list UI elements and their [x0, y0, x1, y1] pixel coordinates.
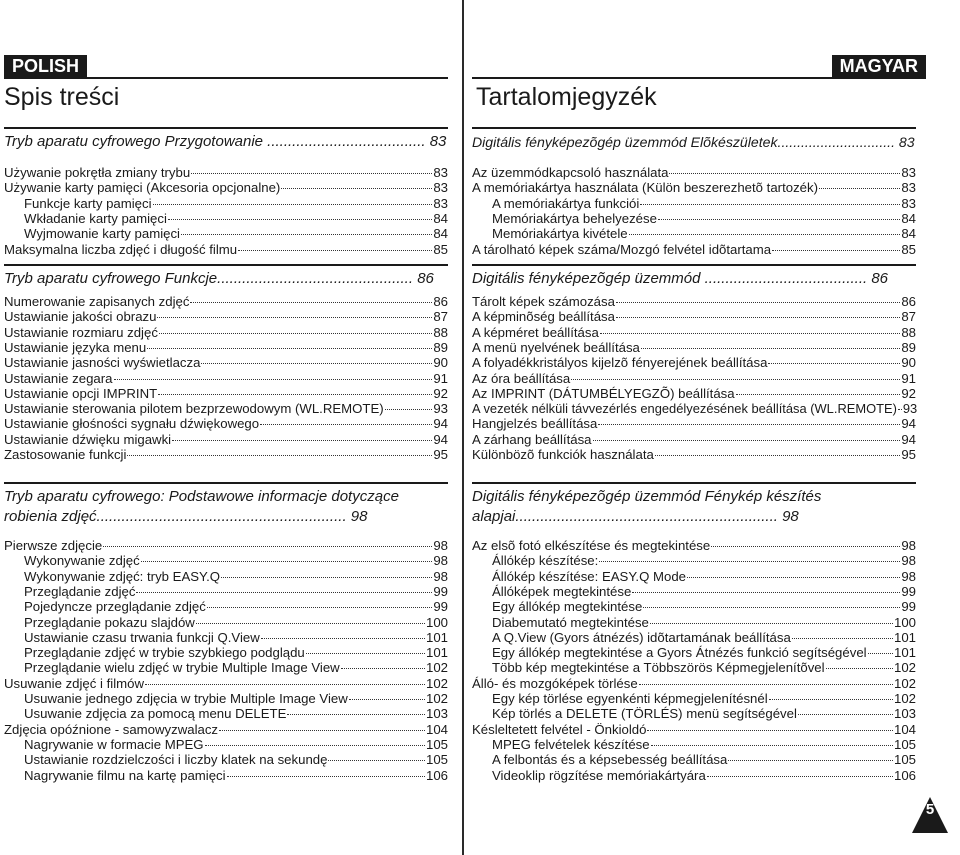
dot-leader — [153, 204, 433, 205]
dot-leader — [632, 592, 900, 593]
dot-leader — [655, 455, 901, 456]
toc-entry-page: 103 — [893, 706, 916, 722]
dot-leader — [707, 776, 893, 777]
dot-leader — [219, 730, 425, 731]
toc-entry-page: 105 — [893, 736, 916, 752]
toc-entry-text: Ustawianie sterowania pilotem bezprzewodowym (WL.REMOTE) — [4, 401, 384, 417]
toc-entry-page: 102 — [425, 675, 448, 691]
toc-entry-page: 91 — [433, 370, 448, 386]
dot-leader — [593, 440, 901, 441]
toc-entry-text: Numerowanie zapisanych zdjęć — [4, 294, 190, 309]
toc-entry[interactable] — [4, 706, 448, 722]
toc-entry[interactable] — [472, 226, 916, 242]
toc-entry[interactable] — [472, 569, 916, 585]
toc-entry-page: 99 — [901, 583, 916, 599]
dot-leader — [306, 653, 425, 654]
toc-entry-text: Funkcje karty pamięci — [24, 195, 152, 211]
toc-entry-page: 103 — [425, 706, 448, 722]
toc-entry-page: 94 — [433, 416, 448, 432]
dot-leader — [207, 607, 433, 608]
toc-entry[interactable] — [472, 676, 916, 692]
toc-entry[interactable] — [4, 630, 448, 646]
toc-entry[interactable] — [4, 645, 448, 661]
dot-leader — [629, 234, 901, 235]
toc-entry-text: A felbontás és a képsebesség beállítása — [492, 752, 728, 768]
toc-entry[interactable] — [4, 691, 448, 707]
toc-entry-page: 99 — [433, 583, 448, 599]
dot-leader — [768, 363, 900, 364]
toc-entry-page: 89 — [433, 339, 448, 355]
toc-entry[interactable] — [472, 401, 916, 417]
toc-entry[interactable] — [472, 691, 916, 707]
toc-entry-text: MPEG felvételek készítése — [492, 736, 650, 752]
toc-entry-page: 83 — [433, 195, 448, 211]
toc-entry-page: 93 — [902, 401, 918, 417]
toc-entry-text: Wkładanie karty pamięci — [24, 210, 167, 226]
toc-entry-text: Zastosowanie funkcji — [4, 447, 127, 462]
dot-leader — [127, 455, 432, 456]
language-badge-polish: POLISH — [4, 55, 87, 77]
toc-entry-page: 98 — [433, 553, 448, 569]
toc-entry[interactable] — [4, 211, 448, 227]
dot-leader — [145, 684, 425, 685]
toc-entry[interactable] — [472, 340, 916, 356]
dot-leader — [287, 714, 425, 715]
toc-entry-page: 106 — [893, 767, 916, 783]
toc-entry-text: Przeglądanie wielu zdjęć w trybie Multiple Image View — [24, 660, 340, 676]
toc-entry-text: Nagrywanie filmu na kartę pamięci — [24, 767, 226, 783]
dot-leader — [640, 204, 900, 205]
toc-entry-page: 102 — [425, 691, 448, 706]
page-number-badge — [910, 795, 950, 835]
toc-entry-page: 98 — [901, 553, 916, 569]
toc-entry-text: Pierwsze zdjęcie — [4, 538, 103, 553]
toc-entry[interactable] — [4, 371, 448, 387]
toc-entry-page: 84 — [433, 210, 448, 226]
column-divider — [462, 0, 464, 855]
toc-entry-page: 99 — [433, 599, 448, 615]
toc-entry-text: A memóriakártya funkciói — [492, 195, 640, 211]
toc-entry-page: 101 — [893, 645, 916, 661]
toc-entry[interactable] — [472, 211, 916, 227]
toc-entry-text: A menü nyelvének beállítása — [472, 339, 640, 355]
toc-entry-page: 83 — [901, 180, 916, 196]
header-rule-left — [4, 77, 448, 79]
dot-leader — [158, 394, 432, 395]
toc-entry[interactable] — [4, 196, 448, 212]
dot-leader — [736, 394, 901, 395]
toc-entry-text: Ustawianie zegara — [4, 370, 113, 386]
toc-entry-text: Az elsõ fotó elkészítése és megtekintése — [472, 538, 711, 553]
toc-entry-text: Ustawianie rozmiaru zdjęć — [4, 324, 158, 340]
toc-entry[interactable] — [4, 294, 448, 310]
toc-entry[interactable] — [4, 615, 448, 631]
toc-entry[interactable] — [4, 416, 448, 432]
toc-entry-text: Zdjęcia opóźnione - samowyzwalacz — [4, 721, 219, 737]
toc-entry-page: 83 — [433, 165, 448, 180]
toc-entry-text: Ustawianie jasności wyświetlacza — [4, 355, 201, 371]
toc-entry-page: 89 — [901, 339, 916, 355]
dot-leader — [341, 668, 425, 669]
toc-entry-text: Ustawianie jakości obrazu — [4, 309, 157, 325]
page-number: 5 — [925, 801, 935, 818]
toc-entry-text: Különbözõ funkciók használata — [472, 447, 654, 462]
dot-leader — [103, 546, 432, 547]
section-heading — [4, 482, 448, 527]
toc-entry-text: Ustawianie dźwięku migawki — [4, 431, 172, 447]
toc-entry-text: A memóriakártya használata (Külön beszerezhetõ tartozék) — [472, 180, 818, 196]
toc-entry-page: 104 — [893, 721, 916, 737]
toc-entry[interactable] — [4, 553, 448, 569]
toc-entry-text: A képméret beállítása — [472, 324, 599, 340]
dot-leader — [898, 409, 902, 410]
toc-entry[interactable] — [4, 309, 448, 325]
toc-entry-page: 86 — [433, 294, 448, 309]
dot-leader — [651, 745, 893, 746]
toc-entry-page: 84 — [433, 226, 448, 242]
toc-entry-text: Egy állókép megtekintése — [492, 599, 643, 615]
toc-entry[interactable] — [4, 676, 448, 692]
toc-entry-text: Nagrywanie w formacie MPEG — [24, 736, 204, 752]
section-title: Digitális fényképezõgép üzemmód Fénykép készítés alapjai............................................................... 98 — [472, 488, 822, 525]
dot-leader — [190, 302, 432, 303]
toc-entry-page: 102 — [893, 675, 916, 691]
dot-leader — [658, 219, 900, 220]
dot-leader — [826, 668, 893, 669]
dot-leader — [616, 317, 900, 318]
toc-entry-text: Memóriakártya kivétele — [492, 226, 628, 242]
toc-entry[interactable] — [4, 226, 448, 242]
toc-entry[interactable] — [472, 752, 916, 768]
toc-entry[interactable] — [472, 165, 916, 181]
page-title-polish: Spis treści — [4, 83, 120, 111]
dot-leader — [643, 607, 900, 608]
toc-entry-page: 92 — [433, 385, 448, 401]
toc-entry[interactable] — [472, 660, 916, 676]
toc-entry[interactable] — [4, 752, 448, 768]
toc-entry-text: Wyjmowanie karty pamięci — [24, 226, 180, 242]
toc-entry[interactable] — [4, 180, 448, 196]
toc-entry-text: A vezeték nélküli távvezérlés engedélyezésének beállítása (WL.REMOTE) — [472, 401, 897, 417]
toc-entry[interactable] — [472, 722, 916, 738]
toc-entry-text: Késleltetett felvétel - Önkioldó — [472, 721, 647, 737]
section-title: Digitális fényképezõgép üzemmód ....................................... 86 — [472, 270, 889, 287]
toc-entry[interactable] — [4, 599, 448, 615]
toc-entry-text: Memóriakártya behelyezése — [492, 210, 657, 226]
toc-entry-page: 87 — [901, 309, 916, 325]
section-heading — [472, 127, 916, 152]
section-heading — [472, 264, 916, 289]
dot-leader — [201, 363, 432, 364]
toc-entry-text: Ustawianie głośności sygnału dźwiękowego — [4, 416, 260, 432]
toc-entry-text: Ustawianie czasu trwania funkcji Q.View — [24, 629, 260, 645]
header-rule-right — [472, 77, 926, 79]
dot-leader — [349, 699, 425, 700]
toc-entry[interactable] — [4, 355, 448, 371]
toc-entry[interactable] — [472, 706, 916, 722]
dot-leader — [227, 776, 425, 777]
toc-entry-page: 84 — [901, 226, 916, 242]
dot-leader — [328, 760, 425, 761]
toc-entry-text: Przeglądanie zdjęć w trybie szybkiego podglądu — [24, 645, 305, 661]
toc-entry-page: 98 — [433, 568, 448, 584]
toc-entry-page: 105 — [425, 752, 448, 768]
toc-entry[interactable] — [4, 447, 448, 463]
dot-leader — [281, 188, 432, 189]
toc-entry-page: 94 — [901, 431, 916, 447]
dot-leader — [728, 760, 893, 761]
toc-entry-text: Hangjelzés beállítása — [472, 416, 598, 432]
toc-entry-page: 100 — [425, 614, 448, 630]
dot-leader — [238, 250, 432, 251]
toc-entry[interactable] — [472, 294, 916, 310]
dot-leader — [711, 546, 900, 547]
toc-entry-text: Ustawianie języka menu — [4, 339, 147, 355]
toc-entry-text: Przeglądanie pokazu slajdów — [24, 614, 195, 630]
toc-entry-page: 87 — [433, 309, 448, 325]
toc-entry-text: Ustawianie opcji IMPRINT — [4, 385, 158, 401]
toc-entry-page: 105 — [893, 752, 916, 768]
section-title: Tryb aparatu cyfrowego: Podstawowe informacje dotyczące robienia zdjęć............................................................ 98 — [4, 488, 399, 525]
toc-entry-page: 85 — [901, 241, 916, 257]
toc-entry[interactable] — [472, 386, 916, 402]
toc-entry-text: A Q.View (Gyors átnézés) idõtartamának beállítása — [492, 629, 791, 645]
toc-entry-text: A zárhang beállítása — [472, 431, 592, 447]
dot-leader — [196, 623, 425, 624]
dot-leader — [172, 440, 432, 441]
toc-entry-text: Több kép megtekintése a Többszörös Képmegjelenítõvel — [492, 660, 825, 676]
toc-entry-page: 98 — [901, 568, 916, 584]
toc-entry[interactable] — [4, 325, 448, 341]
toc-entry[interactable] — [4, 584, 448, 600]
toc-entry-text: Az óra beállítása — [472, 370, 571, 386]
language-badge-magyar: MAGYAR — [832, 55, 926, 77]
section-heading — [4, 264, 448, 289]
toc-entry-page: 83 — [901, 165, 916, 180]
dot-leader — [598, 424, 900, 425]
toc-entry-text: Az IMPRINT (DÁTUMBÉLYEGZÕ) beállítása — [472, 385, 735, 401]
toc-entry-page: 95 — [433, 447, 448, 462]
toc-entry[interactable] — [472, 196, 916, 212]
toc-entry[interactable] — [472, 371, 916, 387]
toc-entry-page: 98 — [901, 538, 916, 553]
toc-entry[interactable] — [472, 645, 916, 661]
toc-entry[interactable] — [472, 584, 916, 600]
dot-leader — [260, 424, 432, 425]
toc-entry-text: A képminõség beállítása — [472, 309, 615, 325]
dot-leader — [205, 745, 425, 746]
toc-entry-text: Maksymalna liczba zdjęć i długość filmu — [4, 241, 238, 257]
section-heading — [472, 482, 916, 527]
toc-entry[interactable] — [4, 737, 448, 753]
toc-entry-text: Kép törlés a DELETE (TÖRLÉS) menü segítségével — [492, 706, 797, 722]
page-title-magyar: Tartalomjegyzék — [476, 83, 657, 111]
toc-entry-text: Tárolt képek számozása — [472, 294, 615, 309]
toc-entry[interactable] — [472, 309, 916, 325]
dot-leader — [571, 379, 900, 380]
toc-entry[interactable] — [4, 242, 448, 258]
toc-entry-page: 101 — [425, 645, 448, 661]
toc-entry[interactable] — [472, 630, 916, 646]
dot-leader — [769, 699, 893, 700]
dot-leader — [141, 561, 433, 562]
toc-entry[interactable] — [4, 401, 448, 417]
dot-leader — [687, 577, 900, 578]
toc-entry-page: 86 — [901, 294, 916, 309]
dot-leader — [639, 684, 893, 685]
dot-leader — [191, 173, 432, 174]
toc-entry-text: Usuwanie zdjęcia za pomocą menu DELETE — [24, 706, 287, 722]
toc-entry-page: 88 — [433, 324, 448, 340]
dot-leader — [772, 250, 900, 251]
dot-leader — [261, 638, 425, 639]
toc-entry-text: Przeglądanie zdjęć — [24, 583, 136, 599]
toc-entry-text: Videoklip rögzítése memóriakártyára — [492, 767, 706, 783]
toc-entry-text: A folyadékkristályos kijelzõ fényerejének beállítása — [472, 355, 768, 371]
section-title: Tryb aparatu cyfrowego Przygotowanie ...................................... 83 — [4, 133, 447, 150]
toc-entry[interactable] — [472, 325, 916, 341]
dot-leader — [669, 173, 900, 174]
toc-entry-text: Używanie pokrętła zmiany trybu — [4, 165, 191, 180]
toc-entry-page: 101 — [893, 629, 916, 645]
toc-entry-page: 90 — [433, 355, 448, 371]
dot-leader — [641, 348, 900, 349]
toc-entry-text: Wykonywanie zdjęć — [24, 553, 140, 569]
toc-entry-page: 83 — [433, 180, 448, 196]
toc-entry-page: 83 — [901, 195, 916, 211]
section-title: Digitális fényképezõgép üzemmód Elõkészületek.............................. 83 — [472, 134, 915, 150]
toc-entry[interactable] — [472, 447, 916, 463]
toc-entry-text: Ustawianie rozdzielczości i liczby klatek na sekundę — [24, 752, 328, 768]
toc-entry[interactable] — [472, 737, 916, 753]
toc-entry[interactable] — [4, 722, 448, 738]
dot-leader — [792, 638, 893, 639]
toc-entry[interactable] — [4, 569, 448, 585]
toc-entry-text: Diabemutató megtekintése — [492, 614, 649, 630]
toc-entry-page: 88 — [901, 324, 916, 340]
toc-entry[interactable] — [472, 180, 916, 196]
toc-entry[interactable] — [4, 432, 448, 448]
toc-entry-text: Egy kép törlése egyenkénti képmegjelenítésnél — [492, 691, 768, 706]
toc-entry[interactable] — [472, 599, 916, 615]
toc-entry-text: Az üzemmódkapcsoló használata — [472, 165, 669, 180]
toc-entry-page: 85 — [433, 241, 448, 257]
dot-leader — [181, 234, 432, 235]
dot-leader — [599, 561, 900, 562]
dot-leader — [819, 188, 900, 189]
toc-entry-page: 106 — [425, 767, 448, 783]
toc-entry-page: 91 — [901, 370, 916, 386]
dot-leader — [616, 302, 900, 303]
toc-entry-text: Wykonywanie zdjęć: tryb EASY.Q — [24, 568, 221, 584]
dot-leader — [868, 653, 893, 654]
dot-leader — [114, 379, 433, 380]
toc-entry-page: 100 — [893, 614, 916, 630]
toc-entry[interactable] — [4, 660, 448, 676]
toc-entry[interactable] — [472, 355, 916, 371]
toc-entry[interactable] — [4, 538, 448, 554]
toc-entry-page: 93 — [433, 401, 448, 417]
toc-entry-text: Usuwanie zdjęć i filmów — [4, 675, 144, 691]
toc-entry-text: Állókép készítése: EASY.Q Mode — [492, 568, 687, 584]
toc-entry[interactable] — [472, 416, 916, 432]
toc-entry-page: 84 — [901, 210, 916, 226]
dot-leader — [147, 348, 432, 349]
toc-entry[interactable] — [4, 165, 448, 181]
dot-leader — [600, 333, 901, 334]
dot-leader — [798, 714, 893, 715]
toc-entry-text: Używanie karty pamięci (Akcesoria opcjonalne) — [4, 180, 281, 196]
dot-leader — [650, 623, 893, 624]
toc-entry-page: 94 — [901, 416, 916, 432]
toc-entry-text: Állóképek megtekintése — [492, 583, 632, 599]
toc-entry-text: Állókép készítése: — [492, 553, 599, 569]
dot-leader — [159, 333, 432, 334]
toc-entry-text: Egy állókép megtekintése a Gyors Átnézés funkció segítségével — [492, 645, 867, 661]
toc-entry-page: 104 — [425, 721, 448, 737]
toc-entry-page: 105 — [425, 736, 448, 752]
toc-entry-text: Pojedyncze przeglądanie zdjęć — [24, 599, 206, 615]
toc-entry-page: 102 — [893, 660, 916, 676]
toc-entry[interactable] — [472, 615, 916, 631]
toc-entry[interactable] — [472, 242, 916, 258]
toc-entry-page: 90 — [901, 355, 916, 371]
dot-leader — [647, 730, 893, 731]
toc-entry-page: 98 — [433, 538, 448, 553]
toc-entry[interactable] — [472, 553, 916, 569]
toc-entry-page: 95 — [901, 447, 916, 462]
section-heading — [4, 127, 448, 152]
toc-entry[interactable] — [472, 538, 916, 554]
toc-entry-text: Álló- és mozgóképek törlése — [472, 675, 638, 691]
toc-entry-page: 92 — [901, 385, 916, 401]
toc-entry[interactable] — [4, 340, 448, 356]
dot-leader — [221, 577, 432, 578]
toc-entry-page: 94 — [433, 431, 448, 447]
toc-entry-page: 99 — [901, 599, 916, 615]
toc-entry-text: Usuwanie jednego zdjęcia w trybie Multiple Image View — [24, 691, 348, 706]
toc-entry-page: 102 — [425, 660, 448, 676]
toc-entry-page: 102 — [893, 691, 916, 706]
toc-entry[interactable] — [472, 768, 916, 784]
toc-entry-page: 101 — [425, 629, 448, 645]
section-title: Tryb aparatu cyfrowego Funkcje............................................... 86 — [4, 270, 434, 287]
toc-entry[interactable] — [4, 386, 448, 402]
dot-leader — [157, 317, 432, 318]
toc-entry-text: A tárolható képek száma/Mozgó felvétel idõtartama — [472, 241, 772, 257]
dot-leader — [385, 409, 433, 410]
toc-entry[interactable] — [4, 768, 448, 784]
dot-leader — [168, 219, 432, 220]
dot-leader — [136, 592, 432, 593]
toc-entry[interactable] — [472, 432, 916, 448]
